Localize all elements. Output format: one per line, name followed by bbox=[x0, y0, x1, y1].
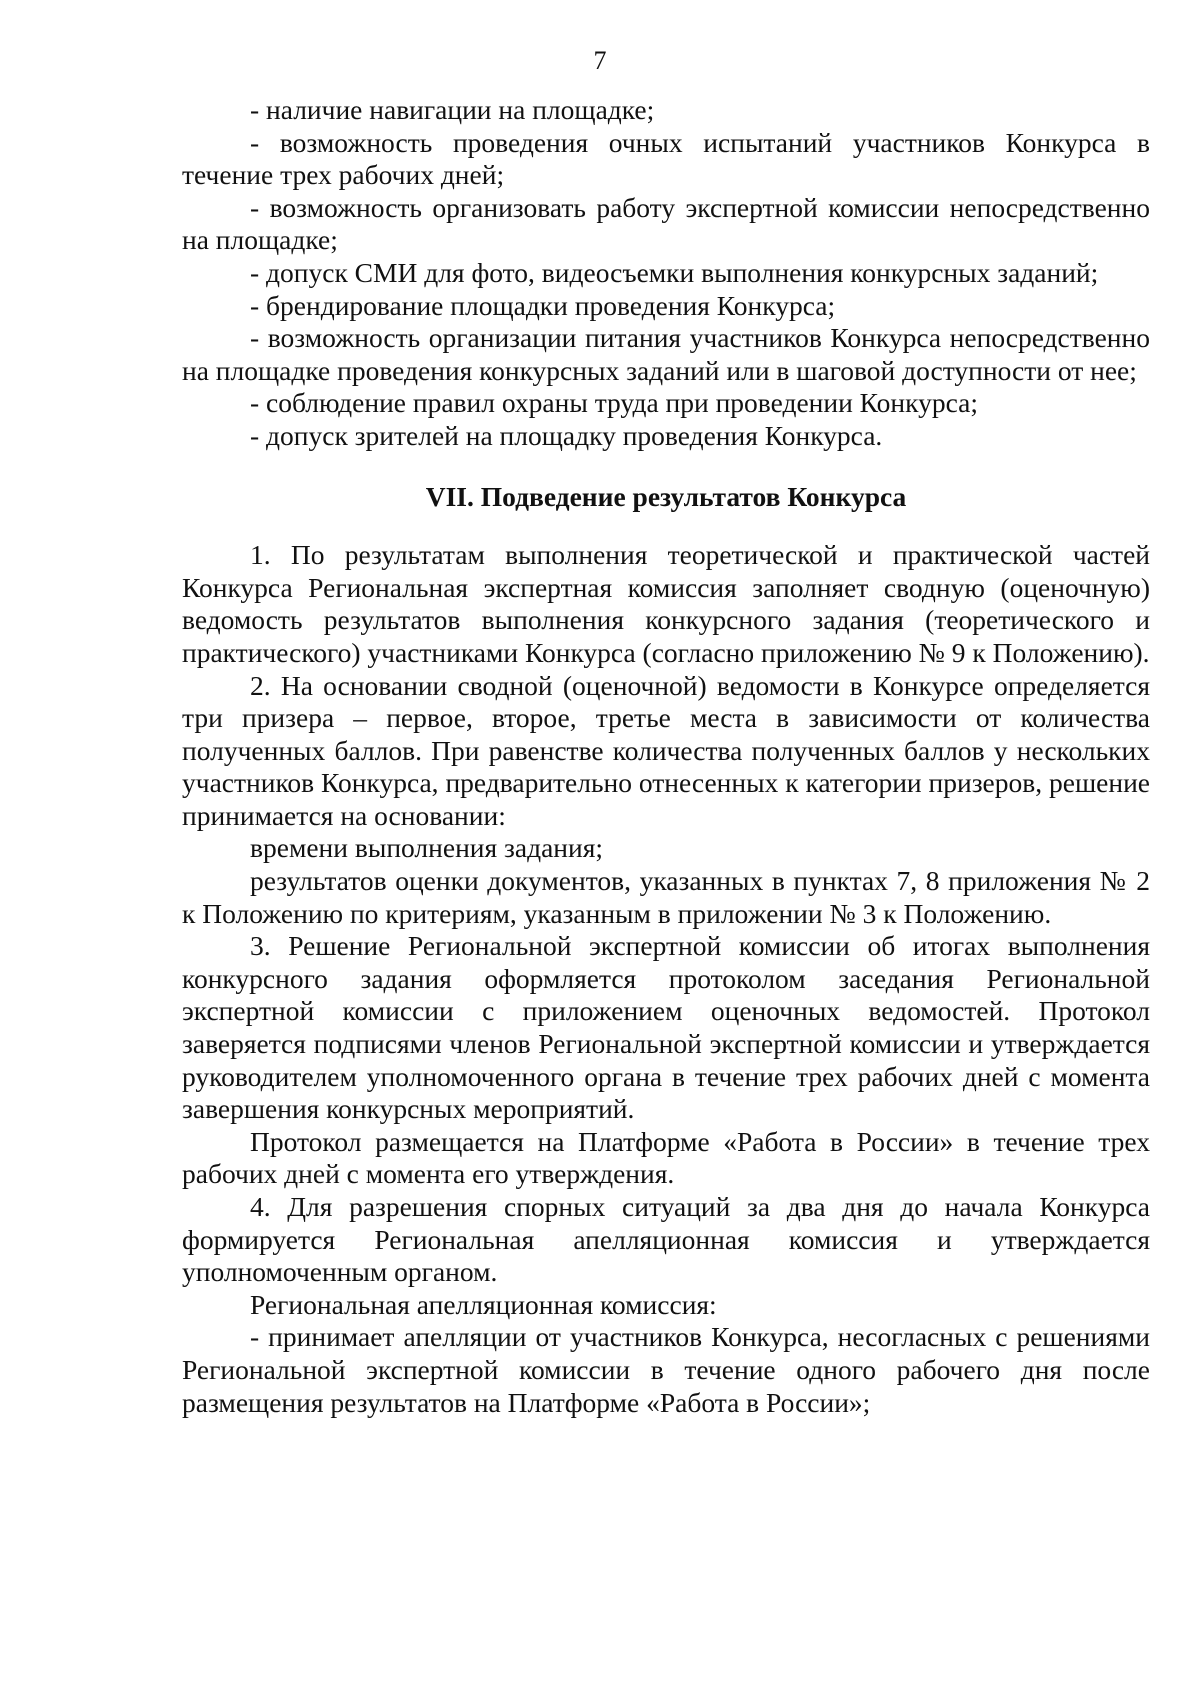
list-item: - наличие навигации на площадке; bbox=[250, 94, 655, 125]
paragraph-protocol: Протокол размещается на Платформе «Работа в России» в течение трех рабочих дней с момента его утверждения. bbox=[182, 1125, 1150, 1190]
list-item: - возможность организовать работу экспертной комиссии непосредственно на площадке; bbox=[182, 191, 1150, 256]
section-heading: VII. Подведение результатов Конкурса bbox=[425, 480, 907, 512]
paragraph-criterion-time: времени выполнения задания; bbox=[250, 832, 604, 864]
list-item: - соблюдение правил охраны труда при проведении Конкурса; bbox=[250, 387, 978, 419]
list-item: - брендирование площадки проведения Конкурса; bbox=[250, 289, 836, 321]
paragraph-criterion-documents: результатов оценки документов, указанных в пунктах 7, 8 приложения № 2 к Положению по критериям, указанным в приложении № 3 к Положению. bbox=[182, 865, 1150, 929]
paragraph-appeal-duty: - принимает апелляции от участников Конкурса, несогласных с решениями Региональной экспертной комиссии в течение одного рабочего дня после размещения результатов на Платформе «Работа в России»; bbox=[182, 1321, 1150, 1418]
list-item: - возможность проведения очных испытаний участников Конкурса в течение трех рабочих дней; bbox=[182, 126, 1150, 191]
paragraph-appeal-commission: Региональная апелляционная комиссия: bbox=[250, 1288, 717, 1320]
list-item: - допуск СМИ для фото, видеосъемки выполнения конкурсных заданий; bbox=[250, 256, 1099, 288]
document-body bbox=[182, 94, 1150, 1419]
paragraph-3: 3. Решение Региональной экспертной комиссии об итогах выполнения конкурсного задания оформляется протоколом заседания Региональной экспертной комиссии с приложением оценочных ведомостей. Протокол заверяется подписями членов Региональной экспертной комиссии и утверждается руководителем уполномоченного органа в течение трех рабочих дней с момента завершения конкурсных мероприятий. bbox=[182, 930, 1150, 1125]
paragraph-1: 1. По результатам выполнения теоретической и практической частей Конкурса Региональная экспертная комиссия заполняет сводную (оценочную) ведомость результатов выполнения конкурсного задания (теоретического и практического) участниками Конкурса (согласно приложению № 9 к Положению). bbox=[182, 539, 1150, 668]
paragraph-4: 4. Для разрешения спорных ситуаций за два дня до начала Конкурса формируется Региональная апелляционная комиссия и утверждается уполномоченным органом. bbox=[182, 1191, 1150, 1288]
page-number: 7 bbox=[593, 46, 607, 75]
paragraph-2: 2. На основании сводной (оценочной) ведомости в Конкурсе определяется три призера – первое, второе, третье места в зависимости от количества полученных баллов. При равенстве количества полученных баллов у нескольких участников Конкурса, предварительно отнесенных к категории призеров, решение принимается на основании: bbox=[182, 669, 1150, 831]
list-item: - возможность организации питания участников Конкурса непосредственно на площадке проведения конкурсных заданий или в шаговой доступности от нее; bbox=[182, 322, 1150, 386]
list-item: - допуск зрителей на площадку проведения Конкурса. bbox=[250, 419, 883, 451]
